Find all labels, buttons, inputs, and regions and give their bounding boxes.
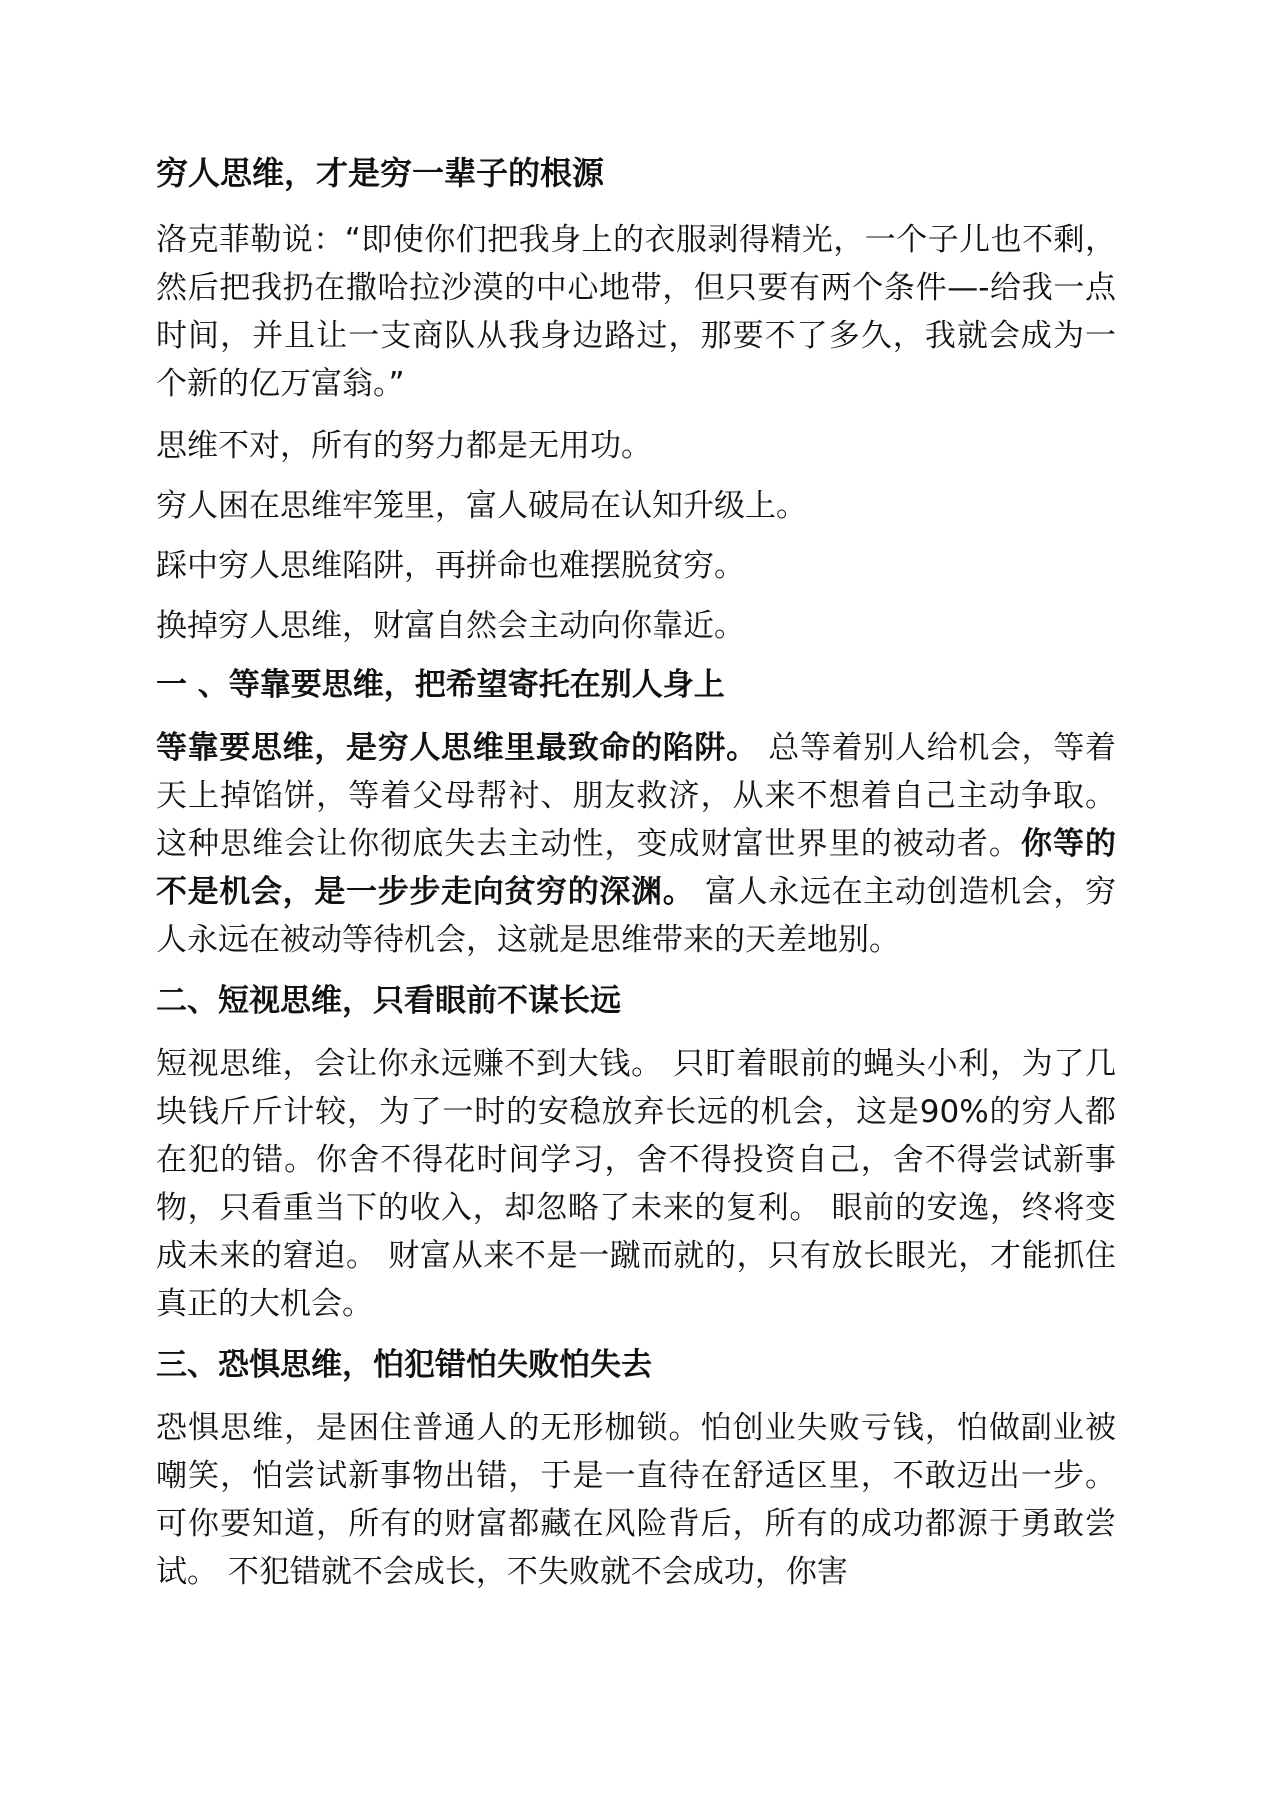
document-page [156,150,1116,1610]
intro-quote: 洛克菲勒说：“即使你们把我身上的衣服剥得精光，一个子儿也不剩，然后把我扔在撒哈拉沙漠的中心地带，但只要有两个条件—-给我一点时间，并且让一支商队从我身边路过，那要不了多久，我就会成为一个新的亿万富翁。” [156,222,1116,402]
summary-line-2: 穷人困在思维牢笼里，富人破局在认知升级上。 [156,488,807,524]
section-3-heading: 三、恐惧思维，怕犯错怕失败怕失去 [156,1347,652,1383]
section-2-paragraph: 短视思维，会让你永远赚不到大钱。 只盯着眼前的蝇头小利，为了几块钱斤斤计较，为了一时的安稳放弃长远的机会，这是90%的穷人都在犯的错。你舍不得花时间学习，舍不得投资自己，舍不得尝试新事物，只看重当下的收入，却忽略了未来的复利。 眼前的安逸，终将变成未来的窘迫。 财富从来不是一蹴而就的，只有放长眼光，才能抓住真正的大机会。 [156,1046,1116,1322]
document-title: 穷人思维，才是穷一辈子的根源 [156,154,605,192]
summary-line-1: 思维不对，所有的努力都是无用功。 [156,428,652,464]
summary-line-3: 踩中穷人思维陷阱，再拼命也难摆脱贫穷。 [156,548,745,584]
section-1-bold-b: 你等的不是机会，是一步步走向贫穷的深渊。 [156,826,1117,910]
section-1-text-b: 富人永远在主动创造机会，穷人永远在被动等待机会，这就是思维带来的天差地别。 [156,874,1117,958]
section-1-paragraph [156,724,1116,964]
section-3-paragraph: 恐惧思维，是困住普通人的无形枷锁。怕创业失败亏钱，怕做副业被嘲笑，怕尝试新事物出错，于是一直待在舒适区里，不敢迈出一步。可你要知道，所有的财富都藏在风险背后，所有的成功都源于勇敢尝试。 不犯错就不会成长，不失败就不会成功，你害 [156,1410,1116,1590]
section-1-heading: 一 、等靠要思维，把希望寄托在别人身上 [156,667,725,703]
summary-line-4: 换掉穷人思维，财富自然会主动向你靠近。 [156,608,745,644]
section-2-heading: 二、短视思维，只看眼前不谋长远 [156,983,621,1019]
section-1-bold-a: 等靠要思维，是穷人思维里最致命的陷阱。 [156,730,758,766]
section-1-text-a: 总等着别人给机会，等着天上掉馅饼，等着父母帮衬、朋友救济，从来不想着自己主动争取。这种思维会让你彻底失去主动性，变成财富世界里的被动者。 [156,730,1117,862]
